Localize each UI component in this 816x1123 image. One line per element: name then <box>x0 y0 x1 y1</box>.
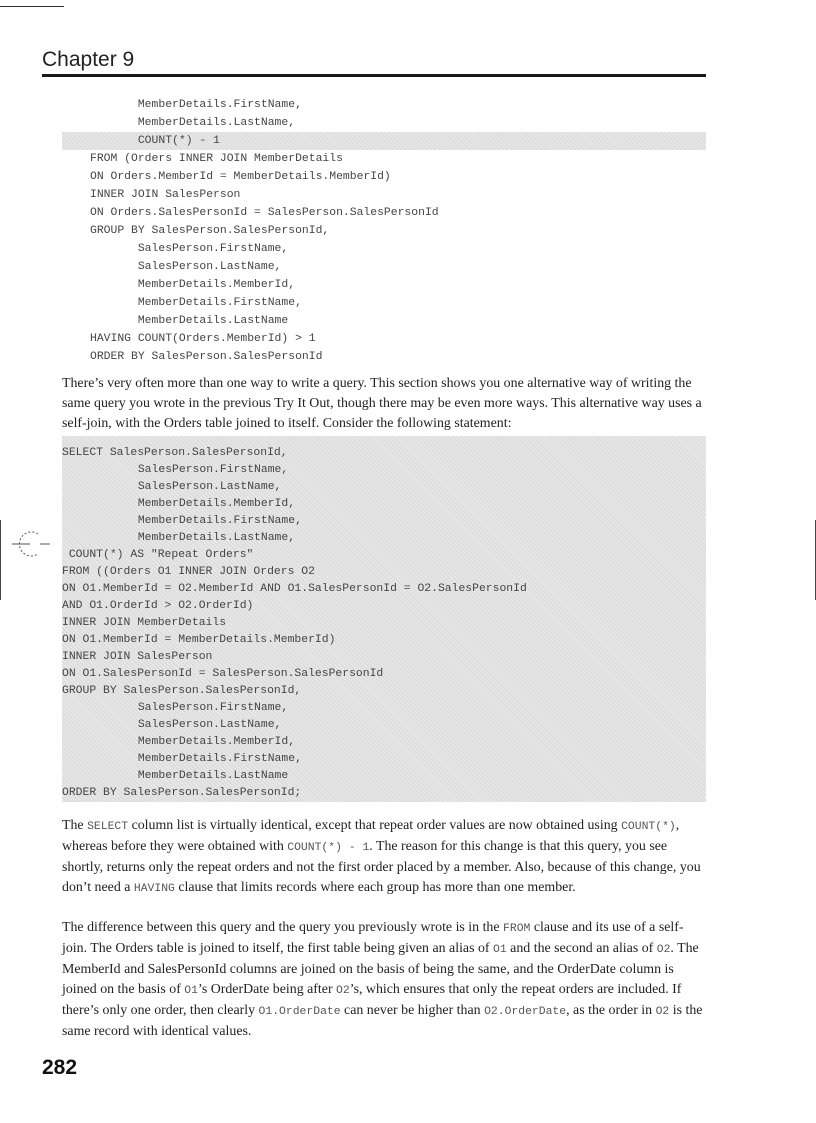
code-line: MemberDetails.FirstName, <box>90 99 302 111</box>
code-line: ORDER BY SalesPerson.SalesPersonId <box>90 351 323 363</box>
inline-code: FROM <box>503 923 531 935</box>
inline-code: COUNT(*) - 1 <box>287 842 370 854</box>
code-line: MemberDetails.LastName, <box>90 532 296 544</box>
body-paragraph: The difference between this query and the query you previously wrote is in the FROM clause and its use of a self-join. The Orders table is joined to itself, the first table being given an alias of O1 and the second an alias of O2. The MemberId and SalesPersonId columns are joined on the basis of being the same, and the OrderDate column is joined on the basis of O1’s OrderDate being after O2’s, which ensures that only the repeat orders are included. If there’s only one order, then clearly O1.OrderDate can never be higher than O2.OrderDate, as the order in O2 is the same record with identical values. <box>62 920 703 1039</box>
body-paragraph: The SELECT column list is virtually identical, except that repeat order values are now obtained using COUNT(*), whereas before they were obtained with COUNT(*) - 1. The reason for this change is that this query, you see shortly, returns only the repeat orders and not the first order placed by a member. Also, because of this change, you don’t need a HAVING clause that limits records where each group has more than one member. <box>62 818 701 895</box>
code-line: MemberDetails.LastName <box>90 770 289 782</box>
inline-code: O2.OrderDate <box>484 1006 567 1018</box>
code-line: SalesPerson.FirstName, <box>90 243 289 255</box>
code-line: ON Orders.MemberId = MemberDetails.MemberId) <box>90 171 391 183</box>
page-number: 282 <box>42 1056 78 1079</box>
registration-mark-icon <box>12 528 52 560</box>
body-paragraph: There’s very often more than one way to write a query. This section shows you one alternative way of writing the same query you wrote in the previous Try It Out, though there may be even more ways. This alternative way uses a self-join, with the Orders table joined to itself. Consider the following statement: <box>62 376 702 431</box>
code-line: MemberDetails.FirstName, <box>90 753 302 765</box>
code-line: COUNT(*) AS "Repeat Orders" <box>62 549 254 561</box>
inline-code: COUNT(*) <box>621 821 676 833</box>
code-line: INNER JOIN SalesPerson <box>62 651 213 663</box>
code-line: INNER JOIN SalesPerson <box>90 189 241 201</box>
code-line: SalesPerson.FirstName, <box>90 464 289 476</box>
code-line: MemberDetails.LastName <box>90 315 289 327</box>
code-line: SalesPerson.LastName, <box>90 261 282 273</box>
inline-code: O2 <box>655 1006 670 1018</box>
code-block-self-join <box>62 444 706 800</box>
chapter-rule <box>42 74 706 77</box>
code-line: ON Orders.SalesPersonId = SalesPerson.SalesPersonId <box>90 207 439 219</box>
code-line: MemberDetails.FirstName, <box>90 515 302 527</box>
top-corner-rule <box>0 6 64 7</box>
code-line: GROUP BY SalesPerson.SalesPersonId, <box>90 225 330 237</box>
code-line: MemberDetails.MemberId, <box>90 279 296 291</box>
code-line: COUNT(*) - 1 <box>90 135 220 147</box>
inline-code: O2 <box>656 944 671 956</box>
code-line: SalesPerson.LastName, <box>90 719 282 731</box>
code-line: ON O1.MemberId = O2.MemberId AND O1.SalesPersonId = O2.SalesPersonId <box>62 583 527 595</box>
inline-code: O2 <box>336 985 350 997</box>
code-line: MemberDetails.FirstName, <box>90 297 302 309</box>
inline-code: HAVING <box>133 883 175 895</box>
inline-code: O1 <box>493 944 507 956</box>
code-line: ON O1.SalesPersonId = SalesPerson.SalesPersonId <box>62 668 384 680</box>
code-block-continued <box>90 96 706 366</box>
inline-code: O1.OrderDate <box>258 1006 341 1018</box>
code-line: SELECT SalesPerson.SalesPersonId, <box>62 447 288 459</box>
inline-code: SELECT <box>87 821 129 833</box>
code-line: INNER JOIN MemberDetails <box>62 617 227 629</box>
code-line: HAVING COUNT(Orders.MemberId) > 1 <box>90 333 316 345</box>
page-edge-left <box>0 520 1 600</box>
code-line: MemberDetails.LastName, <box>90 117 296 129</box>
code-line: AND O1.OrderId > O2.OrderId) <box>62 600 254 612</box>
code-line: FROM ((Orders O1 INNER JOIN Orders O2 <box>62 566 315 578</box>
code-line: MemberDetails.MemberId, <box>90 498 296 510</box>
code-line: SalesPerson.LastName, <box>90 481 282 493</box>
code-line: MemberDetails.MemberId, <box>90 736 296 748</box>
code-line: ORDER BY SalesPerson.SalesPersonId; <box>62 787 302 799</box>
code-line: FROM (Orders INNER JOIN MemberDetails <box>90 153 343 165</box>
chapter-title: Chapter 9 <box>42 48 135 71</box>
code-line: ON O1.MemberId = MemberDetails.MemberId) <box>62 634 336 646</box>
inline-code: O1 <box>184 985 198 997</box>
code-line: SalesPerson.FirstName, <box>90 702 289 714</box>
code-line: GROUP BY SalesPerson.SalesPersonId, <box>62 685 302 697</box>
